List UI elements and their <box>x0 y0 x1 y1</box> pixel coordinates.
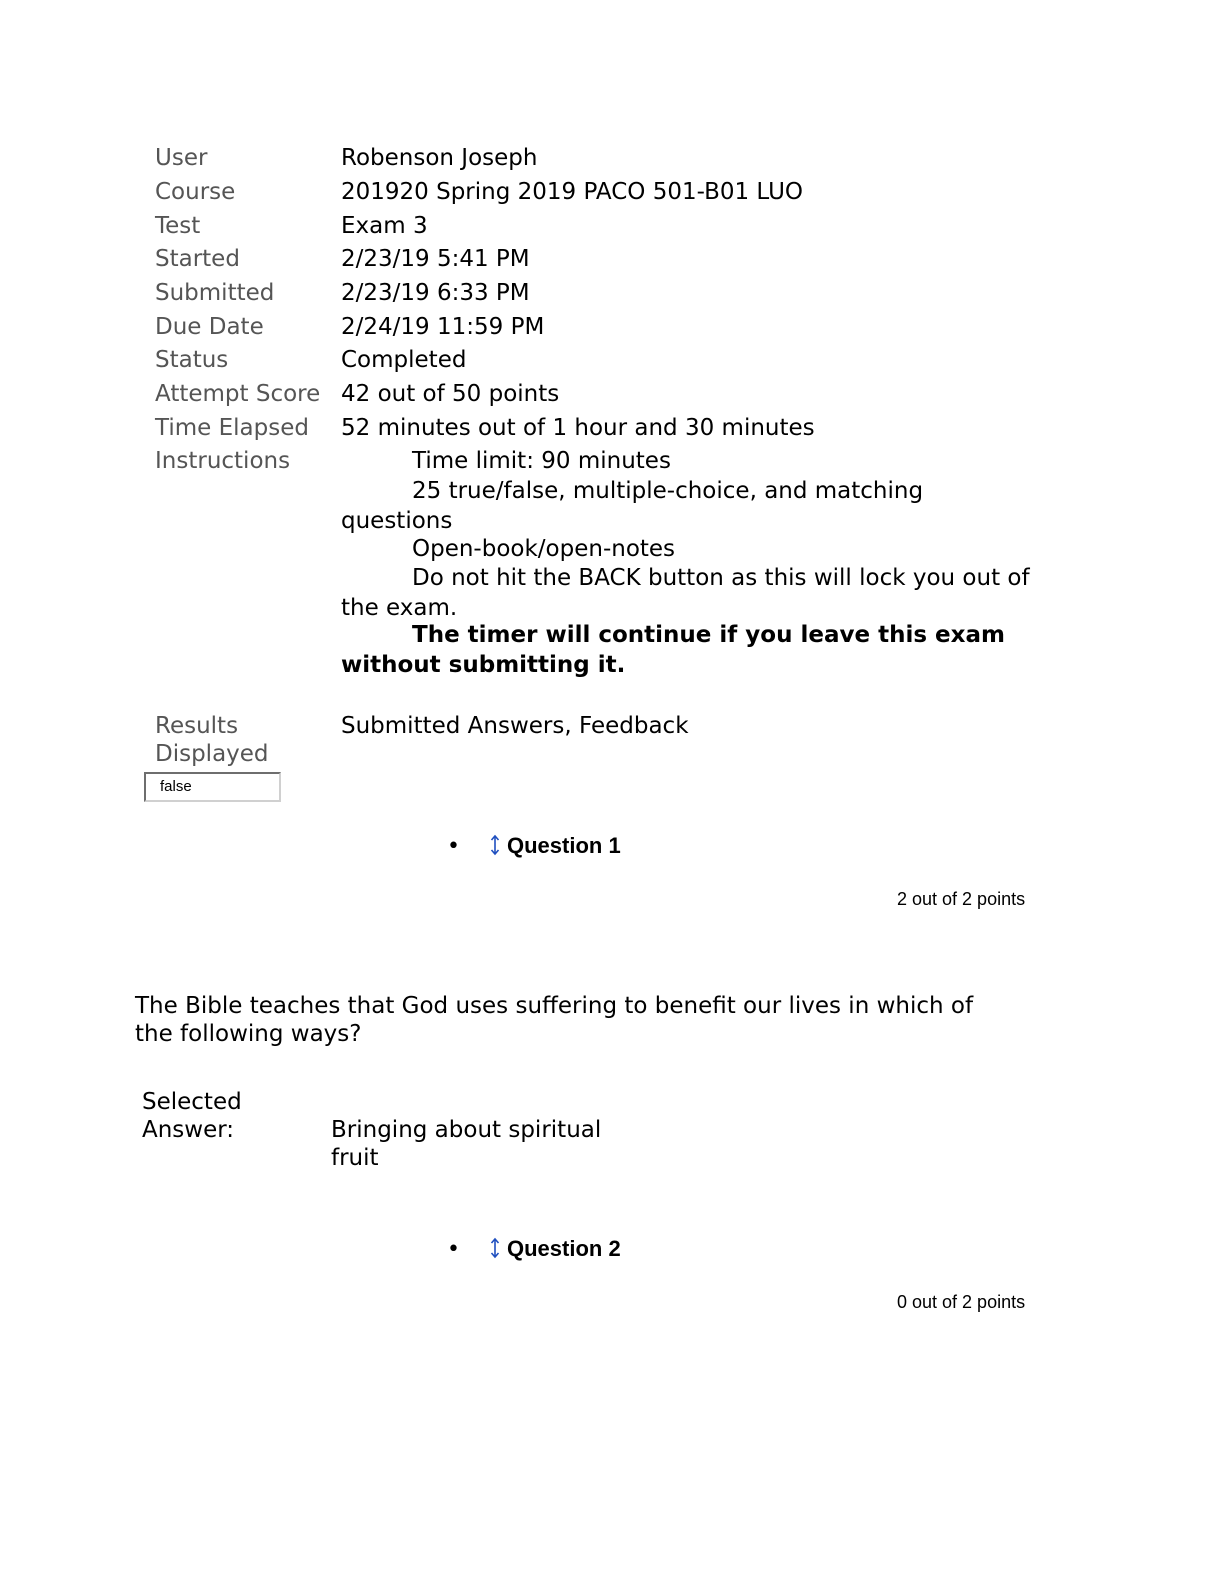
instruction-time-limit: Time limit: 90 minutes <box>412 448 671 474</box>
instruction-question-types: 25 true/false, multiple-choice, and matching <box>412 478 924 504</box>
selected-answer-value-cont: fruit <box>331 1145 379 1171</box>
instructions-label: Instructions <box>155 448 291 474</box>
user-label: User <box>155 145 208 171</box>
instruction-question-types-cont: questions <box>341 508 453 534</box>
status-value: Completed <box>341 347 467 373</box>
test-value: Exam 3 <box>341 213 428 239</box>
results-displayed-label-cont: Displayed <box>155 741 269 767</box>
status-label: Status <box>155 347 229 373</box>
attempt-score-label: Attempt Score <box>155 381 321 407</box>
due-date-value: 2/24/19 11:59 PM <box>341 314 545 340</box>
submitted-value: 2/23/19 6:33 PM <box>341 280 530 306</box>
due-date-label: Due Date <box>155 314 264 340</box>
selected-answer-label-cont: Answer: <box>142 1117 235 1143</box>
instruction-open-book: Open-book/open-notes <box>412 536 676 562</box>
submitted-label: Submitted <box>155 280 275 306</box>
test-label: Test <box>155 213 201 239</box>
move-vertical-icon[interactable] <box>489 1237 501 1259</box>
time-elapsed-label: Time Elapsed <box>155 415 309 441</box>
time-elapsed-value: 52 minutes out of 1 hour and 30 minutes <box>341 415 815 441</box>
hidden-field-input[interactable]: false <box>144 772 281 802</box>
question-1-title: Question 1 <box>507 833 621 858</box>
question-1-text: The Bible teaches that God uses suffering to benefit our lives in which of <box>135 993 974 1019</box>
results-displayed-label: Results <box>155 713 239 739</box>
attempt-score-value: 42 out of 50 points <box>341 381 560 407</box>
course-value: 201920 Spring 2019 PACO 501-B01 LUO <box>341 179 804 205</box>
instruction-timer-warning-cont: without submitting it. <box>341 652 626 678</box>
instruction-back-button: Do not hit the BACK button as this will lock you out of <box>412 565 1030 591</box>
selected-answer-label: Selected <box>142 1089 242 1115</box>
user-value: Robenson Joseph <box>341 145 538 171</box>
instruction-back-button-cont: the exam. <box>341 595 458 621</box>
results-displayed-value: Submitted Answers, Feedback <box>341 713 689 739</box>
question-2-points: 0 out of 2 points <box>897 1292 1026 1312</box>
started-value: 2/23/19 5:41 PM <box>341 246 530 272</box>
course-label: Course <box>155 179 236 205</box>
question-1-text-cont: the following ways? <box>135 1021 362 1047</box>
instruction-timer-warning: The timer will continue if you leave this exam <box>412 622 1005 648</box>
question-1-points: 2 out of 2 points <box>897 889 1026 909</box>
question-1-bullet: • <box>447 834 460 859</box>
move-vertical-icon[interactable] <box>489 834 501 856</box>
started-label: Started <box>155 246 240 272</box>
question-2-bullet: • <box>447 1237 460 1262</box>
question-2-title: Question 2 <box>507 1236 621 1261</box>
selected-answer-value: Bringing about spiritual <box>331 1117 602 1143</box>
